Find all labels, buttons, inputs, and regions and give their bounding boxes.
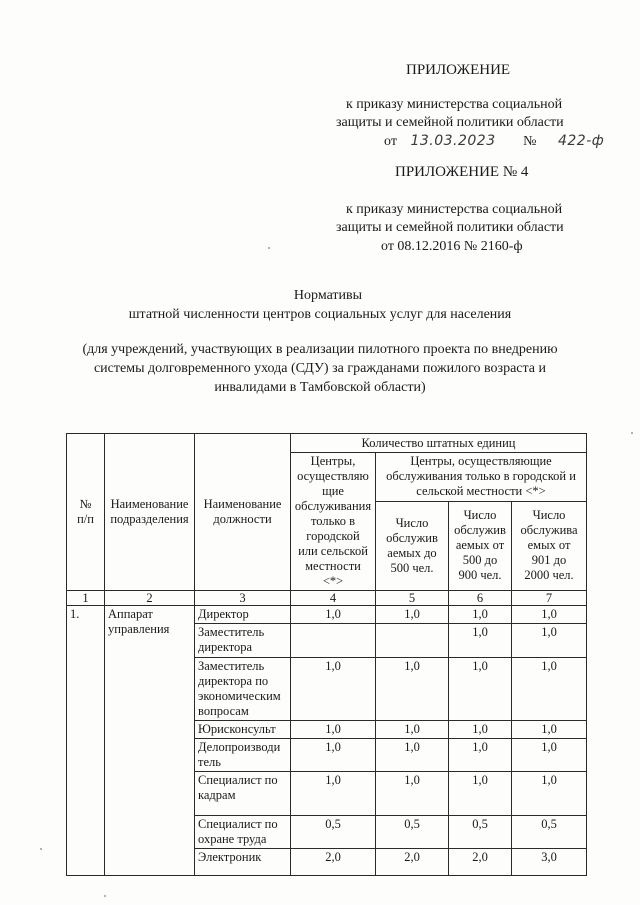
header-col6: Число обслужив аемых от 500 до 900 чел. (449, 501, 512, 590)
section-number: 1. (67, 606, 105, 876)
value-cell: 1,0 (291, 658, 376, 721)
value-cell: 1,0 (512, 739, 587, 772)
order-date-line (384, 132, 604, 151)
position-name: Директор (195, 606, 291, 624)
header-col4: Центры, осуществляю щие обслуживания только в городской или сельской местности <*> (291, 453, 376, 591)
appendix4-line3: от 08.12.2016 № 2160-ф (381, 239, 523, 254)
value-cell: 1,0 (291, 772, 376, 816)
scan-speck (631, 432, 633, 434)
column-index: 6 (449, 591, 512, 606)
value-cell (291, 624, 376, 658)
column-index: 7 (512, 591, 587, 606)
value-cell (376, 624, 449, 658)
document-subtitle: штатной численности центров социальных услуг для населения (128, 307, 512, 322)
position-name: Заместитель директора (195, 624, 291, 658)
scan-speck (40, 848, 42, 850)
scan-speck (268, 247, 270, 249)
position-name: Юрисконсульт (195, 721, 291, 739)
column-index: 1 (67, 591, 105, 606)
value-cell: 3,0 (512, 849, 587, 876)
scan-speck (104, 895, 106, 897)
order-reference-line1: к приказу министерства социальной (346, 97, 563, 112)
header-quantity: Количество штатных единиц (291, 434, 587, 453)
value-cell: 1,0 (512, 772, 587, 816)
section-name: Аппарат управления (105, 606, 195, 876)
position-name: Специалист по кадрам (195, 772, 291, 816)
value-cell: 1,0 (376, 721, 449, 739)
header-unit: Наименование подразделения (105, 434, 195, 591)
document-scope-line2: системы долговременного ухода (СДУ) за гражданами пожилого возраста и (93, 361, 547, 376)
date-prefix: от (384, 134, 397, 149)
value-cell: 1,0 (376, 772, 449, 816)
column-index: 4 (291, 591, 376, 606)
value-cell: 1,0 (512, 624, 587, 658)
appendix4-line2: защиты и семейной политики области (336, 220, 564, 235)
appendix-title: ПРИЛОЖЕНИЕ (406, 62, 511, 78)
header-col5: Число обслужив аемых до 500 чел. (376, 501, 449, 590)
value-cell: 1,0 (512, 658, 587, 721)
value-cell: 1,0 (449, 606, 512, 624)
position-name: Электроник (195, 849, 291, 876)
value-cell: 0,5 (291, 816, 376, 849)
value-cell: 1,0 (376, 739, 449, 772)
position-name: Заместитель директора по экономическим вопросам (195, 658, 291, 721)
document-title: Нормативы (293, 288, 363, 303)
position-name: Делопроизводи тель (195, 739, 291, 772)
value-cell: 2,0 (291, 849, 376, 876)
handwritten-number: 422-ф (557, 133, 605, 149)
staffing-table (66, 433, 587, 876)
number-prefix: № (523, 134, 537, 149)
value-cell: 1,0 (291, 606, 376, 624)
value-cell: 1,0 (376, 606, 449, 624)
table-row (67, 606, 587, 624)
value-cell: 2,0 (376, 849, 449, 876)
value-cell: 1,0 (449, 721, 512, 739)
value-cell: 0,5 (376, 816, 449, 849)
column-index-row (67, 591, 587, 606)
value-cell: 1,0 (512, 606, 587, 624)
value-cell: 1,0 (291, 721, 376, 739)
value-cell: 1,0 (449, 658, 512, 721)
value-cell: 1,0 (376, 658, 449, 721)
appendix4-title: ПРИЛОЖЕНИЕ № 4 (395, 164, 529, 180)
value-cell: 2,0 (449, 849, 512, 876)
value-cell: 1,0 (449, 624, 512, 658)
value-cell: 0,5 (512, 816, 587, 849)
header-num: № п/п (67, 434, 105, 591)
header-centers-group: Центры, осуществляющие обслуживания только в городской и сельской местности <*> (376, 453, 587, 502)
handwritten-date: 13.03.2023 (410, 133, 496, 149)
value-cell: 1,0 (291, 739, 376, 772)
document-scope-line1: (для учреждений, участвующих в реализации пилотного проекта по внедрению (82, 342, 558, 357)
table-header-row (67, 434, 587, 453)
value-cell: 1,0 (449, 739, 512, 772)
appendix4-line1: к приказу министерства социальной (346, 202, 563, 217)
column-index: 3 (195, 591, 291, 606)
header-col7: Число обслужива емых от 901 до 2000 чел. (512, 501, 587, 590)
document-scope-line3: инвалидами в Тамбовской области) (214, 380, 426, 395)
value-cell: 1,0 (449, 772, 512, 816)
column-index: 5 (376, 591, 449, 606)
value-cell: 0,5 (449, 816, 512, 849)
header-position: Наименование должности (195, 434, 291, 591)
value-cell: 1,0 (512, 721, 587, 739)
position-name: Специалист по охране труда (195, 816, 291, 849)
column-index: 2 (105, 591, 195, 606)
order-reference-line2: защиты и семейной политики области (336, 115, 564, 130)
